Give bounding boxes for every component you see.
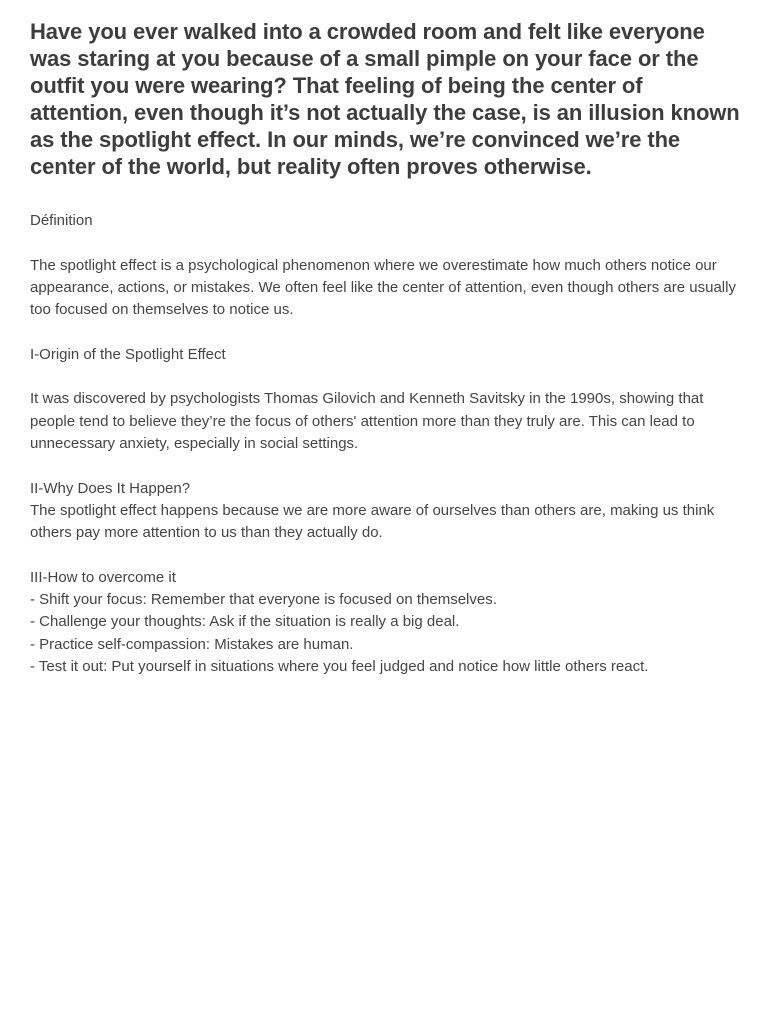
definition-heading: Définition [30, 212, 93, 229]
article-body [30, 210, 742, 678]
spacer [30, 366, 742, 388]
article-intro-heading: Have you ever walked into a crowded room and felt like everyone was staring at you because of a small pimple on your face or the outfit you were wearing? That feeling of being the center of attention, even though it’s not actually the case, is an illusion known as the spotlight effect. In our minds, we’re convinced we’re the center of the world, but reality often proves otherwise. [30, 19, 740, 179]
spacer [30, 232, 742, 254]
definition-paragraph: The spotlight effect is a psychological phenomenon where we overestimate how much others notice our appearance, actions, or mistakes. We often feel like the center of attention, even though others are usually too focused on themselves to notice us. [30, 256, 736, 319]
origin-heading: I-Origin of the Spotlight Effect [30, 345, 226, 363]
origin-paragraph: It was discovered by psychologists Thomas Gilovich and Kenneth Savitsky in the 1990s, showing that people tend to believe they’re the focus of others' attention more than they truly are. This can lead to unnecessary anxiety, especially in social settings. [30, 390, 704, 452]
list-item: - Practice self-compassion: Mistakes are human. [30, 635, 354, 653]
overcome-list [30, 589, 742, 678]
list-item: - Challenge your thoughts: Ask if the situation is really a big deal. [30, 613, 460, 631]
why-heading: II-Why Does It Happen? [30, 479, 191, 497]
article [30, 18, 742, 678]
spacer [30, 544, 742, 566]
spacer [30, 455, 742, 477]
overcome-heading: III-How to overcome it [30, 568, 176, 586]
spacer [30, 321, 742, 343]
why-paragraph: The spotlight effect happens because we are more aware of ourselves than others are, making us think others pay more attention to us than they actually do. [30, 501, 715, 542]
list-item: - Test it out: Put yourself in situations where you feel judged and notice how little others react. [30, 657, 649, 675]
list-item: - Shift your focus: Remember that everyone is focused on themselves. [30, 591, 497, 609]
